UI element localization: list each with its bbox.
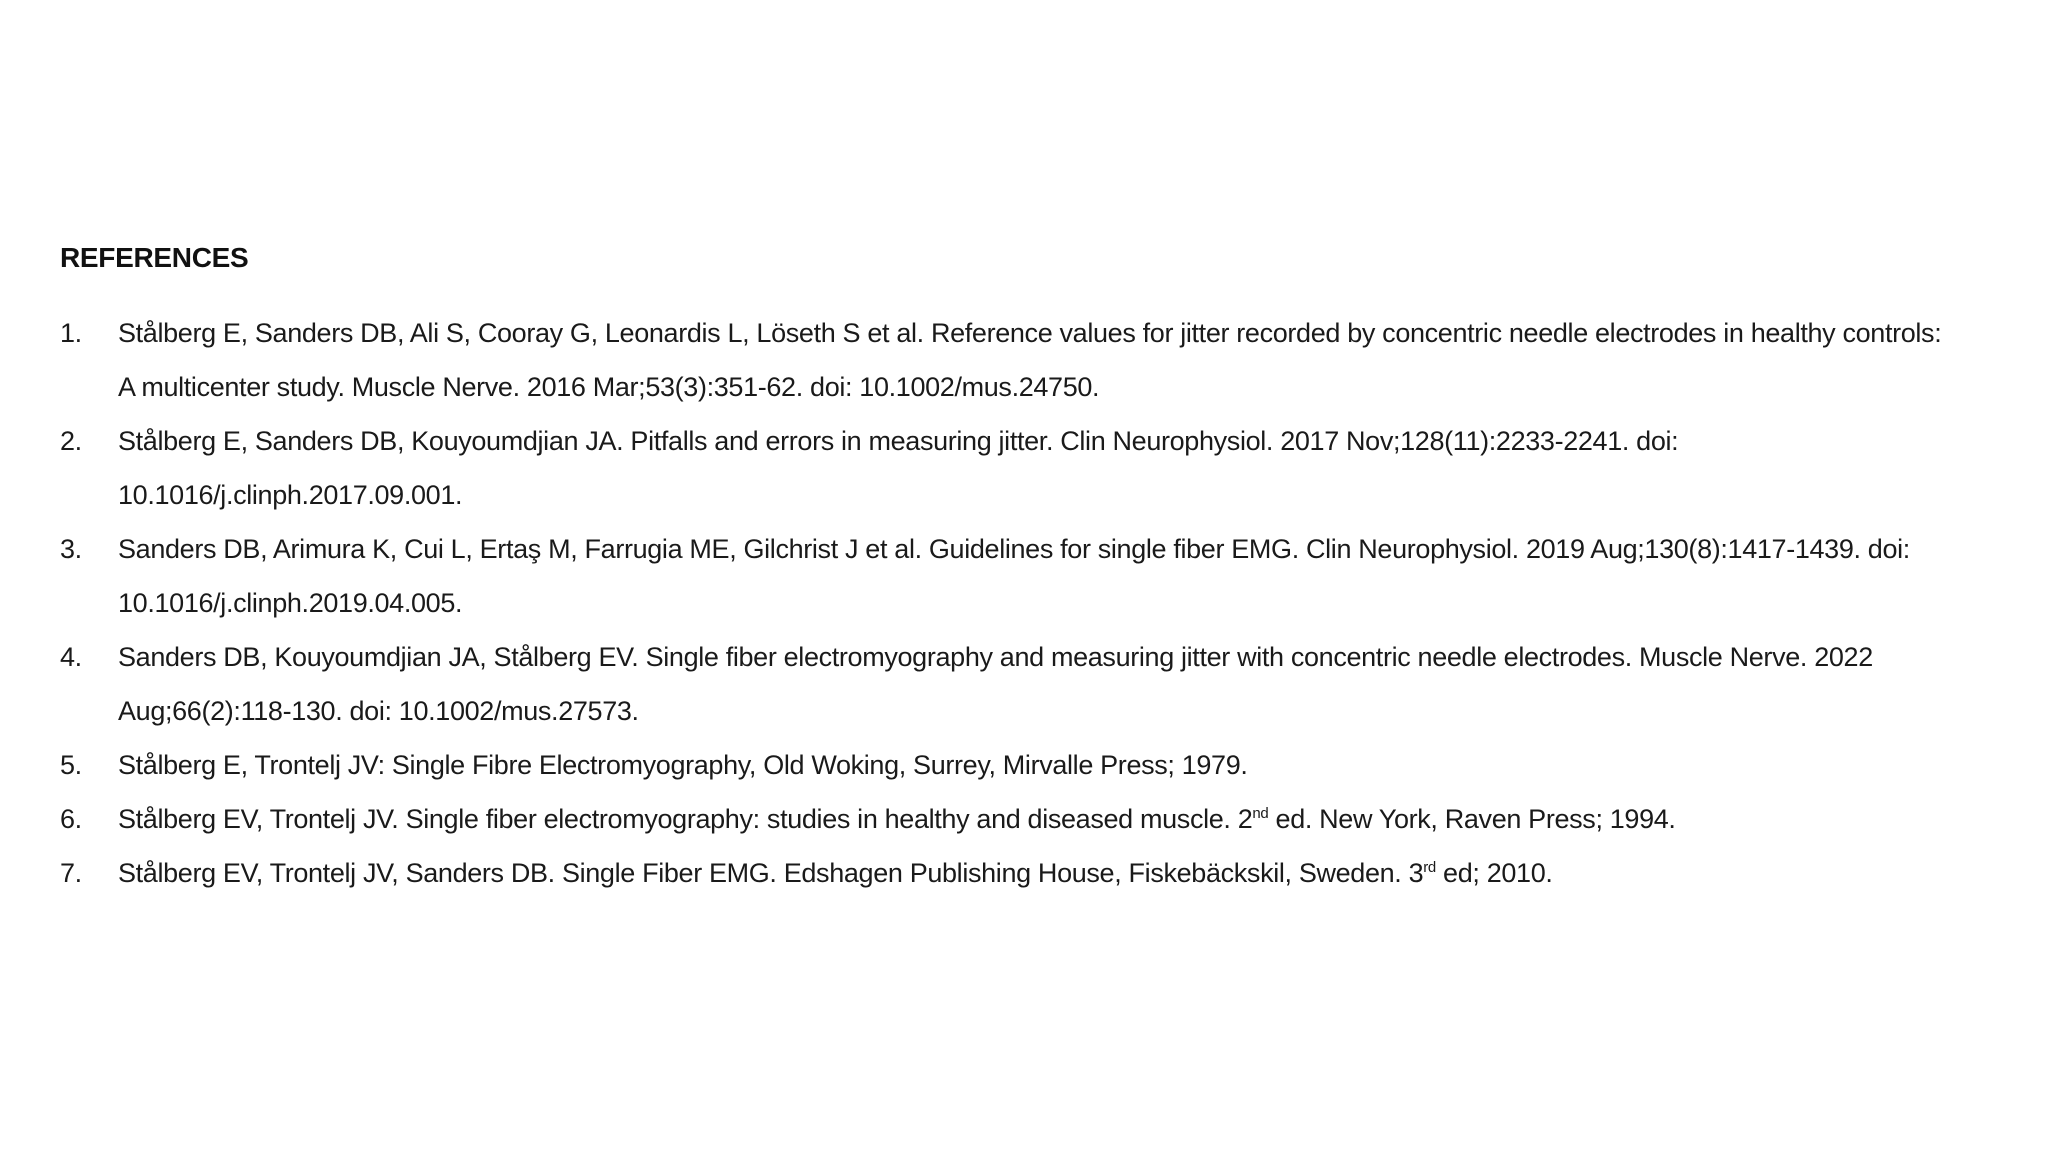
reference-item [60,738,1960,792]
reference-text [118,846,1960,900]
reference-text: Sanders DB, Kouyoumdjian JA, Stålberg EV. Single fiber electromyography and measuring jitter with concentric needle electrodes. Muscle Nerve. 2022 Aug;66(2):118-130. doi: 10.1002/mus.27573. [118,642,1873,726]
reference-number: 3. [60,534,82,564]
reference-list [60,306,1960,900]
ordinal-superscript: nd [1252,805,1269,822]
reference-text [118,792,1960,846]
reference-text: Stålberg E, Trontelj JV: Single Fibre Electromyography, Old Woking, Surrey, Mirvalle Press; 1979. [118,750,1248,780]
reference-number: 2. [60,426,82,456]
reference-number: 4. [60,642,82,672]
reference-number: 6. [60,804,82,834]
references-heading: REFERENCES [60,242,249,273]
reference-text-start: Stålberg EV, Trontelj JV. Single fiber electromyography: studies in healthy and diseased muscle. 2 [118,804,1253,834]
reference-item [60,414,1960,522]
reference-text: Stålberg E, Sanders DB, Kouyoumdjian JA. Pitfalls and errors in measuring jitter. Clin Neurophysiol. 2017 Nov;128(11):2233-2241. doi: 10.1016/j.clinph.2017.09.001. [118,426,1679,510]
reference-text: Sanders DB, Arimura K, Cui L, Ertaş M, Farrugia ME, Gilchrist J et al. Guidelines for single fiber EMG. Clin Neurophysiol. 2019 Aug;130(8):1417-1439. doi: 10.1016/j.clinph.2019.04.005. [118,534,1910,618]
reference-item [60,630,1960,738]
reference-text-end: ed; 2010. [1435,858,1553,888]
reference-item [60,306,1960,414]
ordinal-superscript: rd [1423,859,1436,876]
reference-number: 5. [60,750,82,780]
reference-item [60,522,1960,630]
reference-item [60,846,1960,900]
reference-text-end: ed. New York, Raven Press; 1994. [1268,804,1676,834]
reference-text-start: Stålberg EV, Trontelj JV, Sanders DB. Single Fiber EMG. Edshagen Publishing House, Fiskebäckskil, Sweden. 3 [118,858,1424,888]
reference-number: 1. [60,318,82,348]
reference-text: Stålberg E, Sanders DB, Ali S, Cooray G, Leonardis L, Löseth S et al. Reference values for jitter recorded by concentric needle electrodes in healthy controls: A multicenter study. Muscle Nerve. 2016 Mar;53(3):351-62. doi: 10.1002/mus.24750. [118,318,1942,402]
reference-number: 7. [60,858,82,888]
reference-item [60,792,1960,846]
